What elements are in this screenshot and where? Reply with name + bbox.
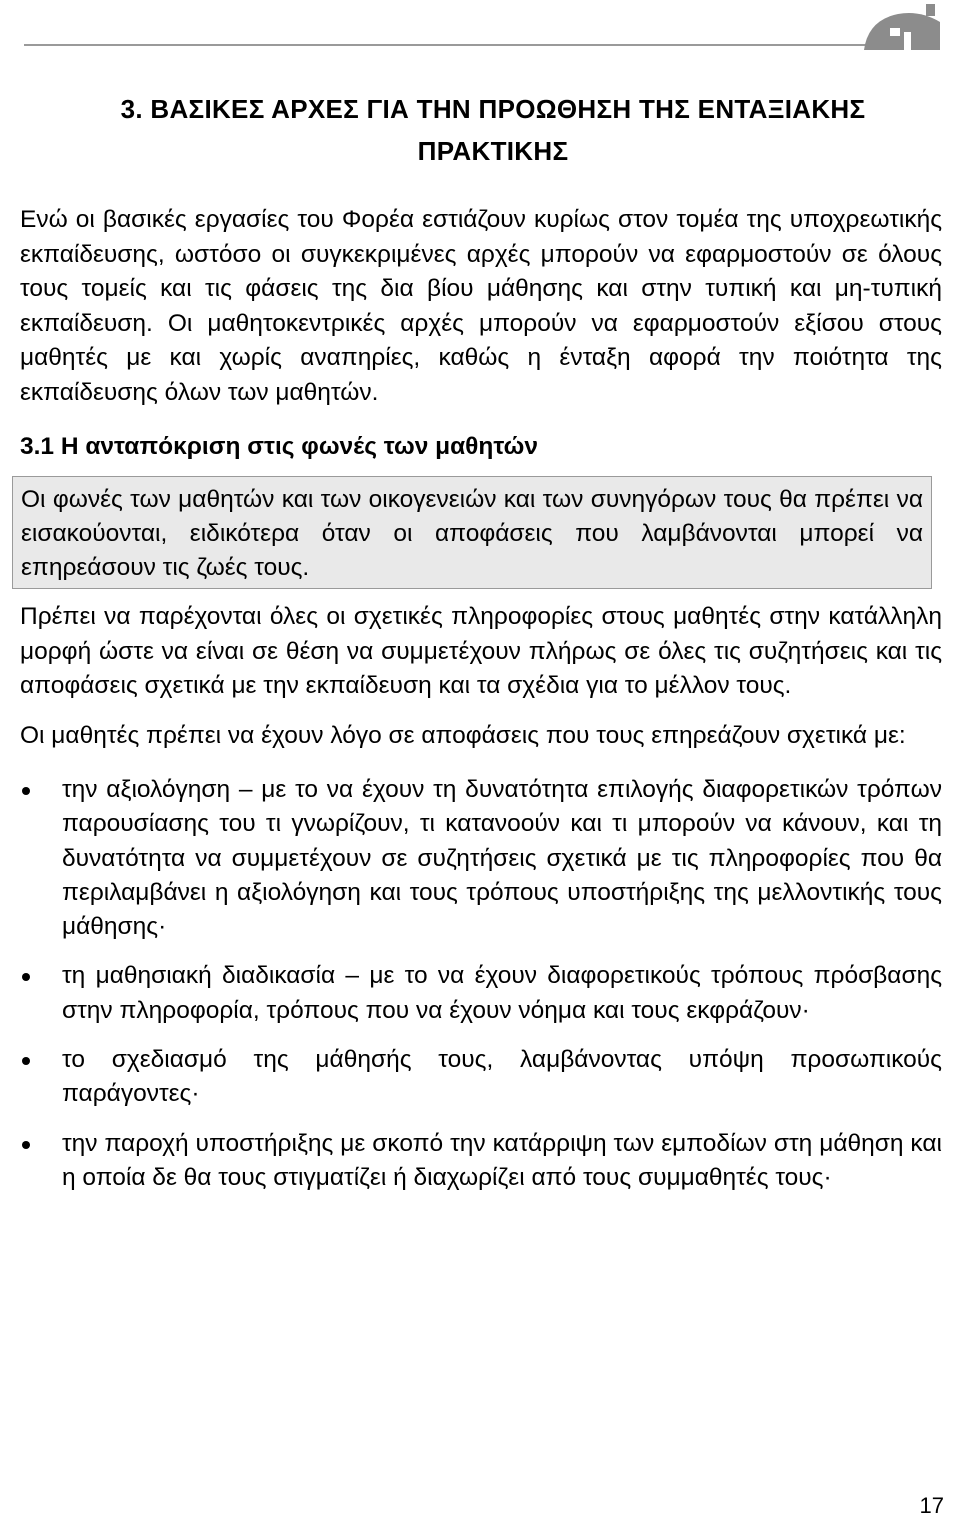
paragraph-decisions: Οι μαθητές πρέπει να έχουν λόγο σε αποφάσεις που τους επηρεάζουν σχετικά με:: [20, 721, 906, 749]
header-rule: [24, 44, 866, 46]
list-item-text: το σχεδιασμό της μάθησής τους, λαμβάνοντας υπόψη προσωπικούς παράγοντες·: [62, 1046, 942, 1108]
bullet-list: [20, 773, 942, 1195]
bullet-icon: [22, 1141, 30, 1149]
bullet-icon: [22, 973, 30, 981]
section-heading: 3.1 Η ανταπόκριση στις φωνές των μαθητών: [20, 433, 538, 460]
intro-paragraph: Ενώ οι βασικές εργασίες του Φορέα εστιάζουν κυρίως στον τομέα της υποχρεωτικής εκπαίδευσης, ωστόσο οι συγκεκριμένες αρχές μπορούν να εφαρμοστούν σε όλους τους τομείς και τις φάσεις της δια βίου μάθησης και στην τυπική και μη-τυπική εκπαίδευση. Οι μαθητοκεντρικές αρχές μπορούν να εφαρμοστούν εξίσου στους μαθητές με και χωρίς αναπηρίες, καθώς η ένταξη αφορά την ποιότητα της εκπαίδευσης όλων των μαθητών.: [20, 206, 942, 406]
paragraph-information: Πρέπει να παρέχονται όλες οι σχετικές πληροφορίες στους μαθητές στην κατάλληλη μορφή ώστε να είναι σε θέση να συμμετέχουν πλήρως σε όλες τις συζητήσεις και τις αποφάσεις σχετικά με την εκπαίδευση και τα σχέδια για το μέλλον τους.: [20, 603, 942, 699]
page-number: 17: [919, 1493, 944, 1518]
list-item-text: την παροχή υποστήριξης με σκοπό την κατάρριψη των εμποδίων στη μάθηση και η οποία δε θα τους στιγματίζει ή διαχωρίζει από τους συμμαθητές τους·: [62, 1129, 942, 1191]
highlight-box: [12, 476, 932, 589]
list-item: [20, 1127, 942, 1196]
bullet-icon: [22, 1057, 30, 1065]
bullet-icon: [22, 787, 30, 795]
list-item: [20, 959, 942, 1028]
document-title: 3. ΒΑΣΙΚΕΣ ΑΡΧΕΣ ΓΙΑ ΤΗΝ ΠΡΟΩΘΗΣΗ ΤΗΣ ΕΝΤΑΞΙΑΚΗΣ ΠΡΑΚΤΙΚΗΣ: [120, 94, 866, 166]
highlight-paragraph: Οι φωνές των μαθητών και των οικογενειών και των συνηγόρων τους θα πρέπει να εισακούονται, ειδικότερα όταν οι αποφάσεις που λαμβάνονται μπορεί να επηρεάσουν τις ζωές τους.: [21, 486, 923, 581]
list-item: [20, 773, 942, 944]
list-item: [20, 1043, 942, 1112]
page-content: [20, 88, 942, 1210]
list-item-text: την αξιολόγηση – με το να έχουν τη δυνατότητα επιλογής διαφορετικών τρόπων παρουσίασης του τι γνωρίζουν, τι κατανοούν και τι μπορούν να κάνουν, και τη δυνατότητα να συμμετέχουν σε συζητήσεις σχετικά με τις πληροφορίες που θα περιλαμβάνει η αξιολόγηση και τους τρόπους υποστήριξης της μελλοντικής τους μάθησης·: [62, 776, 942, 941]
list-item-text: τη μαθησιακή διαδικασία – με το να έχουν διαφορετικούς τρόπους πρόσβασης στην πληροφορία, τρόπους που να έχουν νόημα και τους εκφράζουν·: [62, 962, 942, 1024]
house-logo-icon: [860, 2, 942, 52]
